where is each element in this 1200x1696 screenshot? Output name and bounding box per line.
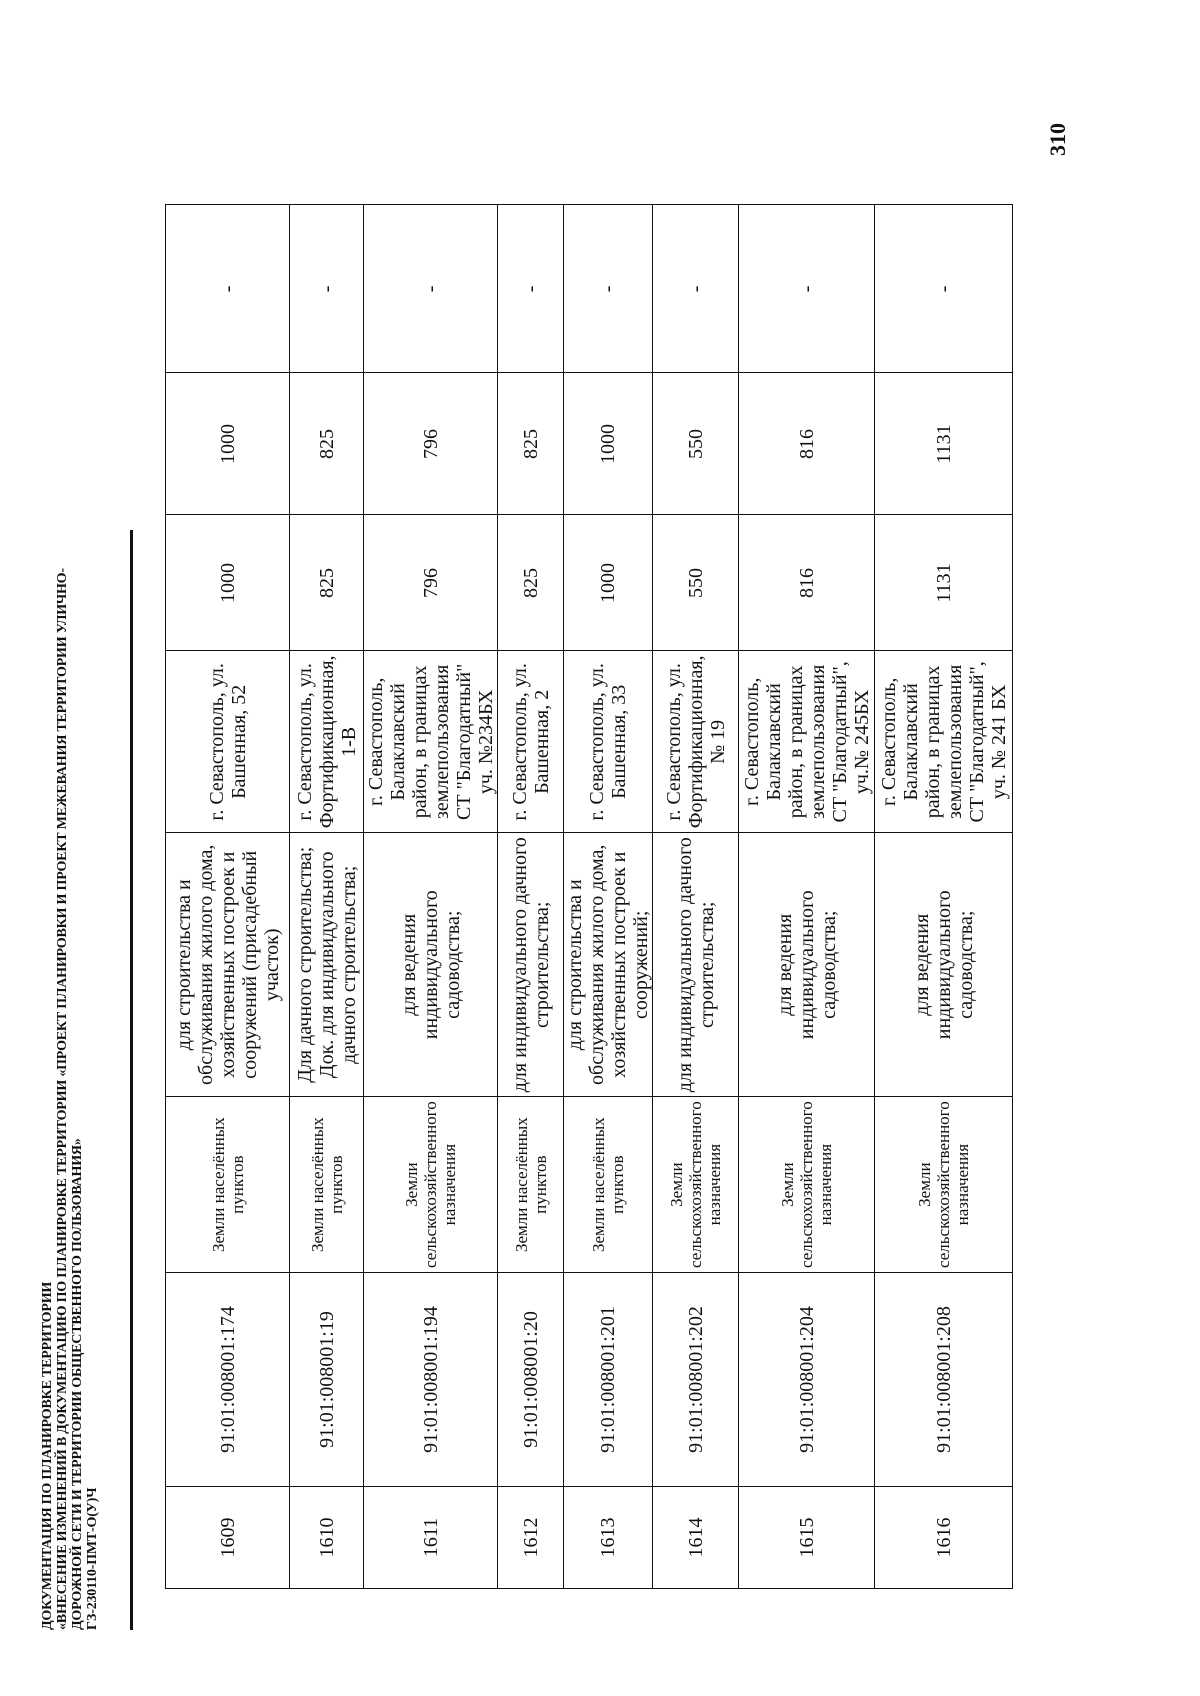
note: - bbox=[364, 205, 498, 373]
area-declared: 1000 bbox=[564, 515, 653, 651]
header-line-2: «ВНЕСЕНИЕ ИЗМЕНЕНИЙ В ДОКУМЕНТАЦИЮ ПО ПЛАНИРОВКЕ ТЕРРИТОРИИ «ПРОЕКТ ПЛАНИРОВКИ И ПРОЕКТ МЕЖЕВАНИЯ ТЕРРИТОРИИ УЛИЧНО- bbox=[55, 568, 70, 1630]
address: г. Севастополь, ул. Башенная, 2 bbox=[498, 651, 564, 833]
row-number: 1615 bbox=[739, 1487, 875, 1589]
table-row bbox=[653, 205, 739, 1589]
address: г. Севастополь, Балаклавский район, в границах землепользования СТ "Благодатный", уч. № 241 БХ bbox=[875, 651, 1013, 833]
area-declared: 1000 bbox=[166, 515, 290, 651]
area-declared: 825 bbox=[290, 515, 364, 651]
note: - bbox=[498, 205, 564, 373]
cadastral-number: 91:01:008001:19 bbox=[290, 1273, 364, 1487]
address: г. Севастополь, Балаклавский район, в границах землепользования СТ "Благодатный", уч.№ 245БХ bbox=[739, 651, 875, 833]
note: - bbox=[875, 205, 1013, 373]
table-row bbox=[364, 205, 498, 1589]
land-category: Земли населённых пунктов bbox=[564, 1097, 653, 1273]
permitted-use: для строительства и обслуживания жилого дома, хозяйственных построек и сооружений; bbox=[564, 833, 653, 1097]
permitted-use: для ведения индивидуального садоводства; bbox=[739, 833, 875, 1097]
land-category: Земли сельскохозяйственного назначения bbox=[653, 1097, 739, 1273]
address: г. Севастополь, ул. Фортификационная, № 19 bbox=[653, 651, 739, 833]
area-measured: 825 bbox=[498, 373, 564, 515]
row-number: 1611 bbox=[364, 1487, 498, 1589]
permitted-use: для строительства и обслуживания жилого дома, хозяйственных построек и сооружений (присадебный участок) bbox=[166, 833, 290, 1097]
note: - bbox=[564, 205, 653, 373]
note: - bbox=[653, 205, 739, 373]
area-declared: 550 bbox=[653, 515, 739, 651]
cadastral-number: 91:01:008001:174 bbox=[166, 1273, 290, 1487]
land-category: Земли сельскохозяйственного назначения bbox=[364, 1097, 498, 1273]
table-body bbox=[166, 205, 1013, 1589]
land-category: Земли населённых пунктов bbox=[290, 1097, 364, 1273]
header-rule bbox=[130, 530, 133, 1630]
table-row bbox=[166, 205, 290, 1589]
row-number: 1616 bbox=[875, 1487, 1013, 1589]
cadastral-number: 91:01:008001:204 bbox=[739, 1273, 875, 1487]
cadastral-number: 91:01:008001:20 bbox=[498, 1273, 564, 1487]
header-line-4: ГЗ-230110-ПМТ-О(У)Ч bbox=[85, 1487, 100, 1630]
note: - bbox=[739, 205, 875, 373]
parcels-table bbox=[165, 204, 1013, 1589]
table-row bbox=[739, 205, 875, 1589]
address: г. Севастополь, Балаклавский район, в границах землепользования СТ "Благодатный" уч. №234БХ bbox=[364, 651, 498, 833]
row-number: 1610 bbox=[290, 1487, 364, 1589]
row-number: 1609 bbox=[166, 1487, 290, 1589]
land-category: Земли населённых пунктов bbox=[498, 1097, 564, 1273]
table-row bbox=[290, 205, 364, 1589]
area-declared: 1131 bbox=[875, 515, 1013, 651]
note: - bbox=[166, 205, 290, 373]
area-measured: 796 bbox=[364, 373, 498, 515]
row-number: 1614 bbox=[653, 1487, 739, 1589]
row-number: 1613 bbox=[564, 1487, 653, 1589]
land-category: Земли сельскохозяйственного назначения bbox=[875, 1097, 1013, 1273]
table-row bbox=[875, 205, 1013, 1589]
area-measured: 1000 bbox=[166, 373, 290, 515]
area-declared: 816 bbox=[739, 515, 875, 651]
area-measured: 1131 bbox=[875, 373, 1013, 515]
land-category: Земли населённых пунктов bbox=[166, 1097, 290, 1273]
address: г. Севастополь, ул. Башенная, 52 bbox=[166, 651, 290, 833]
cadastral-number: 91:01:008001:201 bbox=[564, 1273, 653, 1487]
permitted-use: для индивидуального дачного строительства; bbox=[653, 833, 739, 1097]
header-line-3: ДОРОЖНОЙ СЕТИ И ТЕРРИТОРИИ ОБЩЕСТВЕННОГО ПОЛЬЗОВАНИЯ» bbox=[70, 1138, 85, 1630]
cadastral-number: 91:01:008001:194 bbox=[364, 1273, 498, 1487]
area-measured: 1000 bbox=[564, 373, 653, 515]
table-row bbox=[564, 205, 653, 1589]
permitted-use: для ведения индивидуального садоводства; bbox=[364, 833, 498, 1097]
land-category: Земли сельскохозяйственного назначения bbox=[739, 1097, 875, 1273]
table-row bbox=[498, 205, 564, 1589]
permitted-use: для индивидуального дачного строительства; bbox=[498, 833, 564, 1097]
address: г. Севастополь, ул. Башенная, 33 bbox=[564, 651, 653, 833]
area-declared: 825 bbox=[498, 515, 564, 651]
document-header bbox=[40, 230, 100, 1630]
row-number: 1612 bbox=[498, 1487, 564, 1589]
header-line-1: ДОКУМЕНТАЦИЯ ПО ПЛАНИРОВКЕ ТЕРРИТОРИИ bbox=[40, 1281, 55, 1630]
permitted-use: для ведения индивидуального садоводства; bbox=[875, 833, 1013, 1097]
area-measured: 550 bbox=[653, 373, 739, 515]
area-declared: 796 bbox=[364, 515, 498, 651]
cadastral-number: 91:01:008001:202 bbox=[653, 1273, 739, 1487]
page-number: 310 bbox=[1045, 123, 1070, 156]
address: г. Севастополь, ул. Фортификационная, 1-В bbox=[290, 651, 364, 833]
cadastral-number: 91:01:008001:208 bbox=[875, 1273, 1013, 1487]
note: - bbox=[290, 205, 364, 373]
area-measured: 816 bbox=[739, 373, 875, 515]
area-measured: 825 bbox=[290, 373, 364, 515]
permitted-use: Для дачного строительства; Док. для индивидуального дачного строительства; bbox=[290, 833, 364, 1097]
